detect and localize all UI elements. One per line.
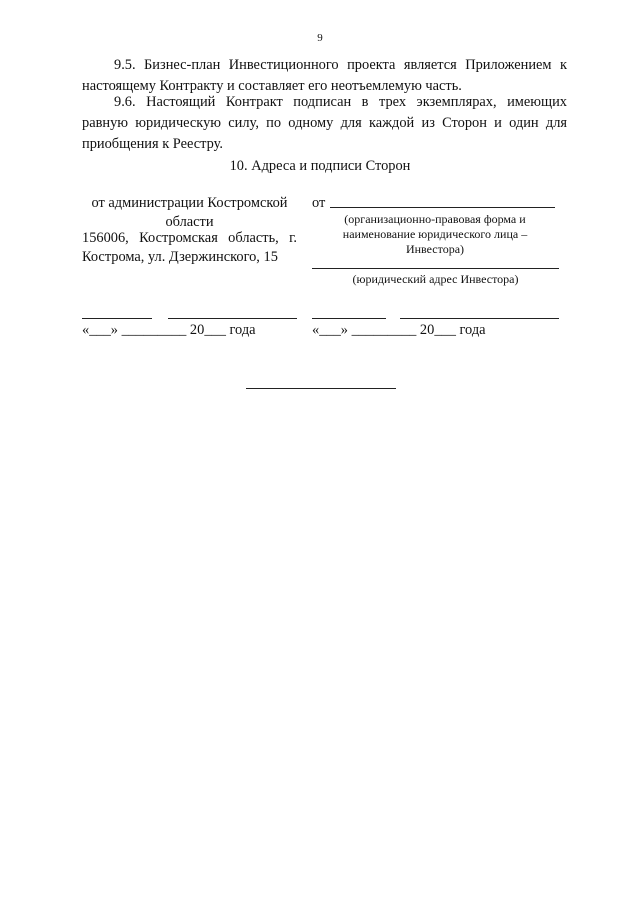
investor-date-line: «___» _________ 20___ года bbox=[312, 322, 486, 338]
investor-org-caption: (организационно-правовая форма и наименование юридического лица – Инвестора) bbox=[342, 212, 528, 256]
administration-signature-line bbox=[82, 318, 152, 319]
administration-party-name: от администрации Костромской области bbox=[91, 195, 288, 230]
investor-address-caption: (юридический адрес Инвестора) bbox=[352, 272, 519, 286]
section-title: 10. Адреса и подписи Сторон bbox=[229, 158, 411, 174]
page-number: 9 bbox=[317, 32, 323, 44]
investor-name-blank-line bbox=[330, 207, 555, 208]
investor-from-label: от bbox=[312, 195, 326, 211]
paragraph-9-5: 9.5. Бизнес-план Инвестиционного проекта является Приложением к настоящему Контракту и составляет его неотъемлемую часть. bbox=[82, 57, 567, 94]
administration-address: 156006, Костромская область, г. Кострома, ул. Дзержинского, 15 bbox=[82, 230, 297, 265]
paragraph-9-6: 9.6. Настоящий Контракт подписан в трех экземплярах, имеющих равную юридическую силу, по одному для каждой из Сторон и один для приобщения к Реестру. bbox=[82, 94, 567, 152]
investor-name-line bbox=[400, 318, 559, 319]
investor-address-blank-line bbox=[312, 268, 559, 269]
administration-name-line bbox=[168, 318, 297, 319]
administration-date-line: «___» _________ 20___ года bbox=[82, 322, 256, 338]
investor-signature-line bbox=[312, 318, 386, 319]
end-of-document-rule bbox=[246, 388, 396, 389]
